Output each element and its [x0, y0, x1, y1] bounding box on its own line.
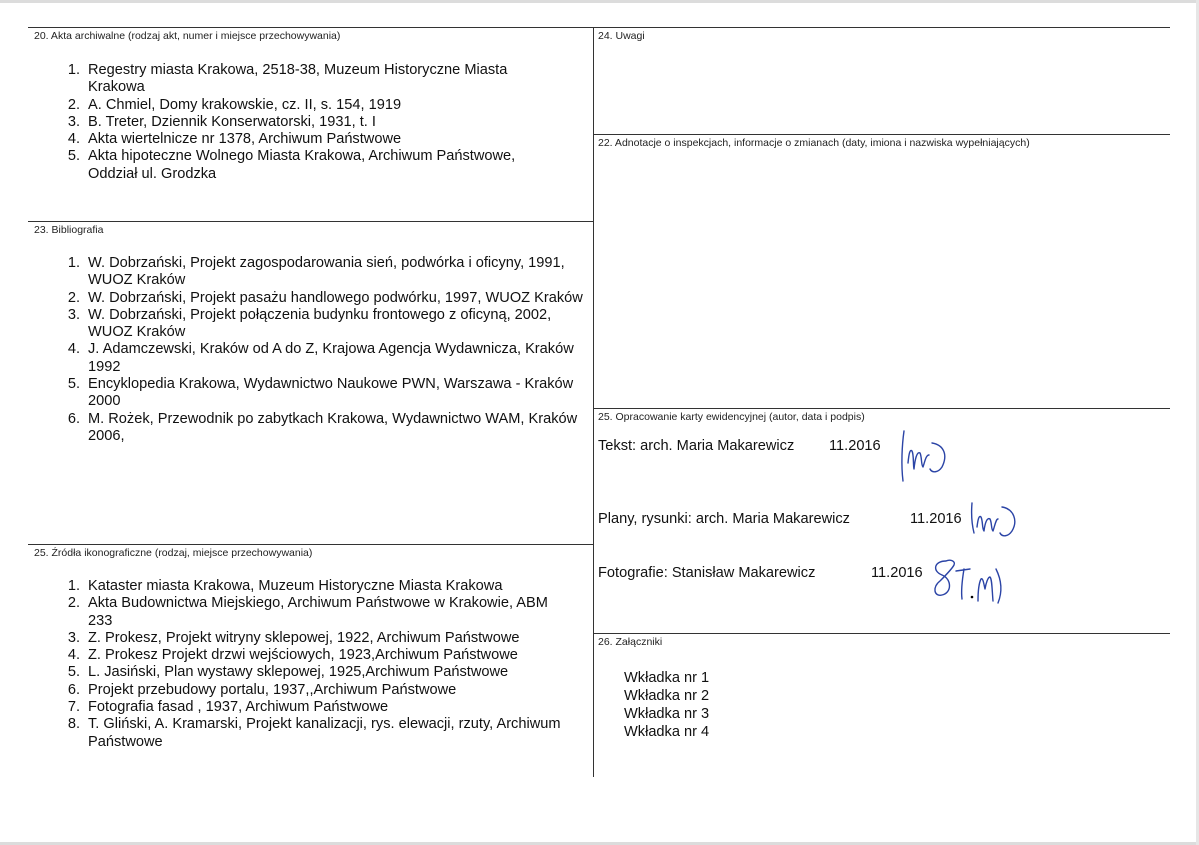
attachment-item: Wkładka nr 3: [624, 706, 710, 722]
photos-author: Fotografie: Stanisław Makarewicz: [598, 565, 816, 581]
section-25-preparation-label: 25. Opracowanie karty ewidencyjnej (autor, data i podpis): [598, 411, 865, 423]
divider-24-22: [593, 134, 1170, 135]
plans-author: Plany, rysunki: arch. Maria Makarewicz: [598, 511, 850, 527]
section-25-iconography-label: 25. Źródła ikonograficzne (rodzaj, miejsce przechowywania): [34, 547, 313, 559]
section-24-label: 24. Uwagi: [598, 30, 645, 42]
plans-date: 11.2016: [910, 511, 962, 527]
section-23-list: [60, 255, 595, 445]
attachments-list: [624, 669, 709, 741]
text-author: Tekst: arch. Maria Makarewicz: [598, 438, 795, 454]
signature-photos: [930, 555, 1010, 607]
list-item: 1. W. Dobrzański, Projekt zagospodarowania sień, podwórka i oficyny, 1991, WUOZ Kraków: [67, 255, 565, 289]
list-item: 3. W. Dobrzański, Projekt połączenia budynku frontowego z oficyną, 2002, WUOZ Kraków: [67, 306, 552, 341]
divider-23-25: [28, 544, 594, 545]
list-item: 4. J. Adamczewski, Kraków od A do Z, Krajowa Agencja Wydawnicza, Kraków 1992: [67, 341, 574, 375]
scan-edge-top: [0, 0, 1199, 3]
photos-date: 11.2016: [871, 565, 923, 581]
list-item: 5. L. Jasiński, Plan wystawy sklepowej, 1925,Archiwum Państwowe: [67, 664, 509, 681]
list-item: 4. Z. Prokesz Projekt drzwi wejściowych, 1923,Archiwum Państwowe: [67, 647, 518, 664]
list-item: 3. Z. Prokesz, Projekt witryny sklepowej, 1922, Archiwum Państwowe: [67, 629, 520, 646]
section-26-label: 26. Załączniki: [598, 636, 663, 648]
list-item: 7. Fotografia fasad , 1937, Archiwum Państwowe: [67, 699, 389, 716]
list-item: 2. W. Dobrzański, Projekt pasażu handlowego podwórku, 1997, WUOZ Kraków: [67, 289, 583, 306]
list-item: 1. Kataster miasta Krakowa, Muzeum Historyczne Miasta Krakowa: [67, 578, 503, 594]
list-item: 8. T. Gliński, A. Kramarski, Projekt kanalizacji, rys. elewacji, rzuty, Archiwum Państwowe: [67, 716, 561, 750]
attachment-item: Wkładka nr 2: [624, 688, 710, 704]
list-item: 2. A. Chmiel, Domy krakowskie, cz. II, s. 154, 1919: [67, 96, 402, 113]
attachment-item: Wkładka nr 4: [624, 724, 710, 740]
text-date: 11.2016: [829, 438, 881, 454]
section-22-label: 22. Adnotacje o inspekcjach, informacje o zmianach (daty, imiona i nazwiska wypełniających): [598, 137, 1030, 149]
section-23-label: 23. Bibliografia: [34, 224, 104, 236]
list-item: 4. Akta wiertelnicze nr 1378, Archiwum Państwowe: [67, 131, 402, 148]
signature-plans: [966, 497, 1026, 542]
top-border: [28, 27, 1170, 28]
list-item: 5. Encyklopedia Krakowa, Wydawnictwo Naukowe PWN, Warszawa - Kraków 2000: [67, 376, 574, 410]
attachment-item: Wkładka nr 1: [624, 670, 710, 686]
list-item: 5. Akta hipoteczne Wolnego Miasta Krakowa, Archiwum Państwowe, Oddział ul. Grodzka: [67, 148, 516, 182]
list-item: 2. Akta Budownictwa Miejskiego, Archiwum Państwowe w Krakowie, ABM 233: [67, 595, 548, 629]
section-25-iconography-list: [60, 578, 565, 751]
list-item: 1. Regestry miasta Krakowa, 2518-38, Muzeum Historyczne Miasta Krakowa: [67, 62, 508, 96]
divider-25-26: [593, 633, 1170, 634]
list-item: 6. Projekt przebudowy portalu, 1937,,Archiwum Państwowe: [67, 681, 457, 698]
list-item: 3. B. Treter, Dziennik Konserwatorski, 1931, t. I: [67, 113, 376, 130]
divider-22-25: [593, 408, 1170, 409]
list-item: 6. M. Rożek, Przewodnik po zabytkach Krakowa, Wydawnictwo WAM, Kraków 2006,: [67, 410, 578, 444]
divider-20-23: [28, 221, 594, 222]
signature-text: [896, 425, 966, 485]
section-20-label: 20. Akta archiwalne (rodzaj akt, numer i miejsce przechowywania): [34, 30, 341, 42]
section-20-list: [60, 62, 565, 183]
